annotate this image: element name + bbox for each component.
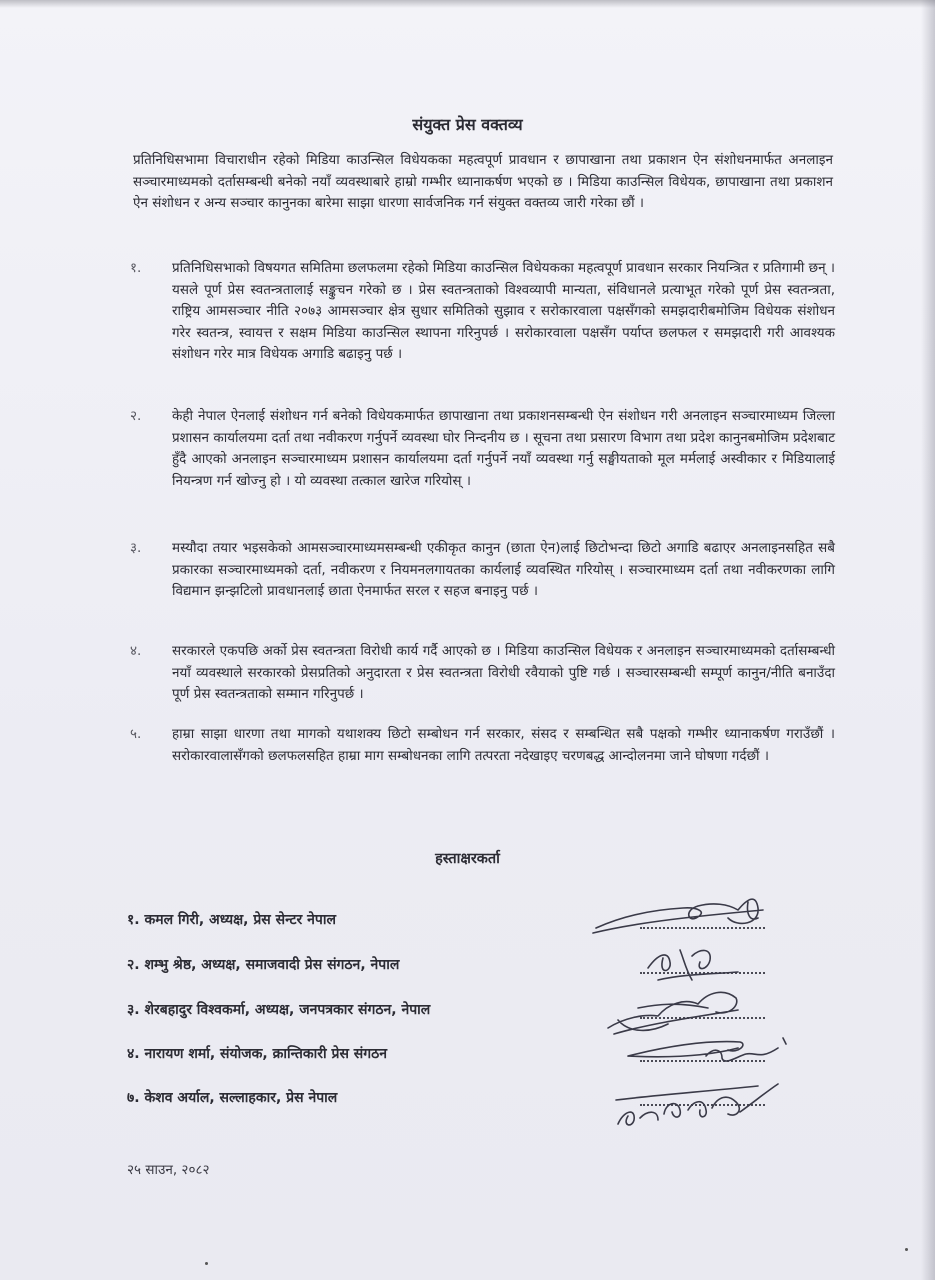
point-number: ४. [130,643,142,659]
point-text: सरकारले एकपछि अर्को प्रेस स्वतन्त्रता विरोधी कार्य गर्दै आएको छ । मिडिया काउन्सिल विधेयक र अनलाइन सञ्चारमाध्यमको दर्तासम्बन्धी नयाँ व्यवस्थाले सरकारको प्रेसप्रतिको अनुदारता र प्रेस स्वतन्त्रता विरोधी रवैयाको पुष्टि गर्छ । सञ्चारसम्बन्धी सम्पूर्ण कानुन/नीति बनाउँदा पूर्ण प्रेस स्वतन्त्रताको सम्मान गरिनुपर्छ । [172,643,835,702]
scan-shadow-top [0,0,935,8]
signature-4 [628,1038,786,1061]
point-text: केही नेपाल ऐनलाई संशोधन गर्न बनेको विधेयकमार्फत छापाखाना तथा प्रकाशनसम्बन्धी ऐन संशोधन गरी अनलाइन सञ्चारमाध्यम जिल्ला प्रशासन कार्यालयमा दर्ता तथा नवीकरण गर्नुपर्ने व्यवस्था घोर निन्दनीय छ । सूचना तथा प्रसारण विभाग तथा प्रदेश कानुनबमोजिम प्रदेशबाट हुँदै आएको अनलाइन सञ्चारमाध्यम प्रशासन कार्यालयमा दर्ता गर्नुपर्ने नयाँ व्यवस्था गर्नु सङ्घीयताको मूल मर्मलाई अस्वीकार र मिडियालाई नियन्त्रण गर्न खोज्नु हो । यो व्यवस्था तत्काल खारेज गरियोस् । [172,408,835,489]
point-text: मस्यौदा तयार भइसकेको आमसञ्चारमाध्यमसम्बन्धी एकीकृत कानुन (छाता ऐन)लाई छिटोभन्दा छिटो अगाडि बढाएर अनलाइनसहित सबै प्रकारका सञ्चारमाध्यमको दर्ता, नवीकरण र नियमनलगायतका कार्यलाई व्यवस्थित गरियोस् । सञ्चारमाध्यम दर्ता तथा नवीकरणका लागि विद्यमान झन्झटिलो प्रावधानलाई छाता ऐनमार्फत सरल र सहज बनाइनु पर्छ । [172,540,835,599]
signatory-item: ७. केशव अर्याल, सल्लाहकार, प्रेस नेपाल [127,1090,338,1106]
document-title: संयुक्त प्रेस वक्तव्य [412,115,523,134]
scan-shadow-right [921,0,935,1280]
point-number: १. [130,260,142,276]
intro-paragraph: प्रतिनिधिसभामा विचाराधीन रहेको मिडिया काउन्सिल विधेयकका महत्वपूर्ण प्रावधान र छापाखाना तथा प्रकाशन ऐन संशोधनमार्फत अनलाइन सञ्चारमाध्यमको दर्तासम्बन्धी बनेको नयाँ व्यवस्थाबारे हाम्रो गम्भीर ध्यानाकर्षण भएको छ । मिडिया काउन्सिल विधेयक, छापाखाना तथा प्रकाशन ऐन संशोधन र अन्य सञ्चार कानुनका बारेमा साझा धारणा सार्वजनिक गर्न संयुक्त वक्तव्य जारी गरेका छौं । [133,152,833,211]
signature-5 [616,1084,778,1125]
point-text: हाम्रा साझा धारणा तथा मागको यथाशक्य छिटो सम्बोधन गर्न सरकार, संसद र सम्बन्धित सबै पक्षको गम्भीर ध्यानाकर्षण गराउँछौं । सरोकारवालासँगको छलफलसहित हाम्रा माग सम्बोधनका लागि तत्परता नदेखाइए चरणबद्ध आन्दोलनमा जाने घोषणा गर्दछौं । [172,726,835,764]
signature-1 [593,899,763,933]
scan-speck [205,1262,208,1265]
handwritten-signatures [588,888,803,1148]
point-number: २. [130,408,142,424]
signatory-item: २. शम्भु श्रेष्ठ, अध्यक्ष, समाजवादी प्रेस संगठन, नेपाल [127,957,400,973]
point-number: ५. [130,726,142,742]
scan-speck [905,1248,908,1251]
signature-3 [608,992,738,1034]
signature-2 [648,950,738,980]
signatory-item: ३. शेरबहादुर विश्वकर्मा, अध्यक्ष, जनपत्रकार संगठन, नेपाल [127,1002,431,1018]
signatory-item: ४. नारायण शर्मा, संयोजक, क्रान्तिकारी प्रेस संगठन [127,1046,388,1062]
signatory-item: १. कमल गिरी, अध्यक्ष, प्रेस सेन्टर नेपाल [127,912,336,928]
point-text: प्रतिनिधिसभाको विषयगत समितिमा छलफलमा रहेको मिडिया काउन्सिल विधेयकका महत्वपूर्ण प्रावधान सरकार नियन्त्रित र प्रतिगामी छन् । यसले पूर्ण प्रेस स्वतन्त्रतालाई सङ्कुचन गरेको छ । प्रेस स्वतन्त्रताको विश्वव्यापी मान्यता, संविधानले प्रत्याभूत गरेको पूर्ण प्रेस स्वतन्त्रता, राष्ट्रिय आमसञ्चार नीति २०७३ आमसञ्चार क्षेत्र सुधार समितिको सुझाव र सरोकारवाला पक्षसँगको समझदारीबमोजिम विधेयक संशोधन गरेर स्वतन्त्र, स्वायत्त र सक्षम मिडिया काउन्सिल स्थापना गरिनुपर्छ । सरोकारवाला पक्षसँग पर्याप्त छलफल र समझदारी गरी आवश्यक संशोधन गरेर मात्र विधेयक अगाडि बढाइनु पर्छ । [172,260,835,362]
document-date: २५ साउन, २०८२ [127,1162,210,1178]
signatures-heading: हस्ताक्षरकर्ता [435,851,500,867]
point-number: ३. [130,540,142,556]
signature-handwriting-text: केशव प्रसाद अर्याल [618,1134,625,1135]
